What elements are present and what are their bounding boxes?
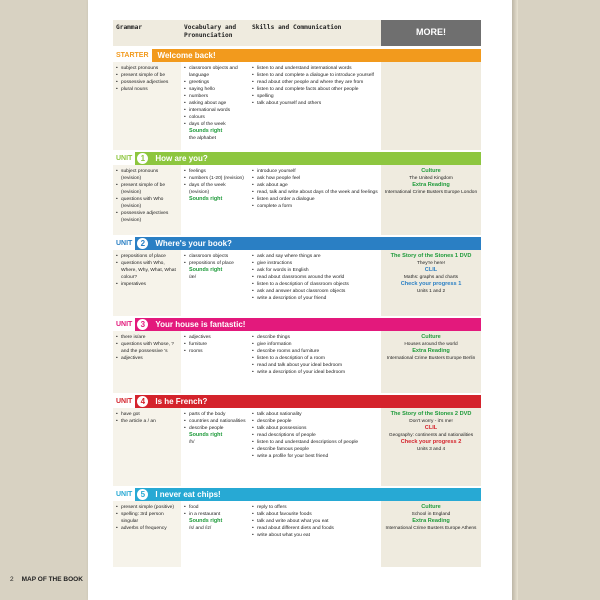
grammar-column — [113, 165, 181, 235]
more-column — [381, 501, 481, 567]
unit-number: 3 — [136, 318, 149, 331]
section-1 — [113, 152, 481, 235]
list-item: • colours — [184, 114, 246, 121]
more-item-title: Extra Reading — [412, 348, 450, 354]
section-tag: STARTER — [113, 49, 152, 62]
list-item: • adverbs of frequency — [116, 525, 178, 532]
more-item-title: The Story of the Stones 1 DVD — [390, 253, 472, 259]
more-item-detail: Units 3 and 4 — [416, 447, 446, 452]
header-grammar: Grammar — [113, 20, 181, 46]
list-item: • talk about favourite foods — [252, 511, 378, 518]
vocabulary-column — [181, 501, 249, 567]
list-item: • spelling — [252, 93, 378, 100]
list-item: • feelings — [184, 168, 246, 175]
section-title: Is he French? — [155, 397, 208, 406]
more-item-detail: The United Kingdom — [409, 176, 453, 181]
list-item: • asking about age — [184, 100, 246, 107]
header-vocabulary: Vocabulary and Pronunciation — [181, 20, 249, 46]
list-item: • write a profile for your best friend — [252, 453, 378, 460]
list-item: • ask about age — [252, 182, 378, 189]
section-tag: UNIT — [113, 318, 135, 331]
list-item: • talk and write about what you eat — [252, 518, 378, 525]
vocabulary-column — [181, 331, 249, 393]
more-item-title: Check your progress 2 — [400, 439, 462, 445]
sounds-right-text: the alphabet — [189, 136, 216, 141]
list-item: • countries and nationalities — [184, 418, 246, 425]
more-item-detail: Units 1 and 2 — [416, 289, 446, 294]
more-item-title: The Story of the Stones 2 DVD — [390, 411, 472, 417]
list-item: • possessive adjectives (revision) — [116, 210, 178, 224]
more-item-title: Culture — [421, 168, 441, 174]
list-item: • numbers (1-20) (revision) — [184, 175, 246, 182]
list-item: • prepositions of place — [184, 260, 246, 267]
vocabulary-column — [181, 408, 249, 486]
more-item-detail: Don't worry - it's me! — [409, 419, 453, 424]
header-skills: Skills and Communication — [249, 20, 381, 46]
list-item: • describe things — [252, 334, 378, 341]
section-body — [113, 165, 481, 235]
grammar-column — [113, 250, 181, 316]
list-item: • listen to a description of a room — [252, 355, 378, 362]
map-table — [113, 20, 481, 567]
list-item: • greetings — [184, 79, 246, 86]
section-tag: UNIT — [113, 395, 135, 408]
more-item-title: Extra Reading — [412, 518, 450, 524]
vocabulary-column — [181, 250, 249, 316]
section-3 — [113, 318, 481, 393]
more-column — [381, 331, 481, 393]
section-banner — [113, 318, 481, 331]
list-item: • have got — [116, 411, 178, 418]
list-item: • spelling: 3rd person singular — [116, 511, 178, 525]
list-item: • there is/are — [116, 334, 178, 341]
section-tag: UNIT — [113, 488, 135, 501]
more-column — [381, 165, 481, 235]
list-item: • adjectives — [116, 355, 178, 362]
more-item-title: CLIL — [424, 267, 438, 273]
sounds-right-text: /s/ and /iz/ — [189, 526, 212, 531]
header-more: MORE! — [381, 20, 481, 46]
skills-column — [249, 501, 381, 567]
section-2 — [113, 237, 481, 316]
list-item: • subject pronouns (revision) — [116, 168, 178, 182]
list-item: • parts of the body — [184, 411, 246, 418]
section-banner — [113, 237, 481, 250]
sounds-right-text: /æ/ — [189, 275, 197, 280]
list-item: • ask and answer about classroom objects — [252, 288, 378, 295]
list-item: • write about what you eat — [252, 532, 378, 539]
more-item-detail: Geography: continents and nationalities — [388, 433, 474, 438]
unit-number: 1 — [136, 152, 149, 165]
skills-column — [249, 250, 381, 316]
section-title: Where's your book? — [155, 239, 232, 248]
sounds-right-label: Sounds right — [189, 196, 223, 202]
list-item: • classroom objects and language — [184, 65, 246, 79]
list-item: • reply to offers — [252, 504, 378, 511]
more-item-title: Extra Reading — [412, 182, 450, 188]
list-item: • describe rooms and furniture — [252, 348, 378, 355]
list-item: • read descriptions of people — [252, 432, 378, 439]
sounds-right-label: Sounds right — [189, 518, 223, 524]
more-item-detail: They're here! — [416, 261, 446, 266]
footer-title: MAP OF THE BOOK — [21, 576, 83, 583]
list-item: • listen to and complete a dialogue to introduce yourself — [252, 72, 378, 79]
list-item: • in a restaurant — [184, 511, 246, 518]
list-item: • present simple (positive) — [116, 504, 178, 511]
list-item: • food — [184, 504, 246, 511]
list-item: • read, talk and write about days of the week and feelings — [252, 189, 378, 196]
list-item: • days of the week (revision) — [184, 182, 246, 196]
section-banner — [113, 49, 481, 62]
list-item: • listen to and understand descriptions of people — [252, 439, 378, 446]
list-item: • imperatives — [116, 281, 178, 288]
more-column — [381, 250, 481, 316]
table-header — [113, 20, 481, 46]
section-body — [113, 331, 481, 393]
more-item-detail: Houses around the world — [404, 342, 458, 347]
list-item: • describe people — [252, 418, 378, 425]
section-body — [113, 501, 481, 567]
section-title: I never eat chips! — [155, 490, 221, 499]
section-title: Your house is fantastic! — [155, 320, 246, 329]
sounds-right-label: Sounds right — [189, 128, 223, 134]
list-item: • listen to and understand international words — [252, 65, 378, 72]
skills-column — [249, 331, 381, 393]
more-item-detail: International Crime Busters Europe London — [384, 190, 478, 195]
list-item: • write a description of your friend — [252, 295, 378, 302]
list-item: • saying hello — [184, 86, 246, 93]
list-item: • read about other people and where they are from — [252, 79, 378, 86]
section-4 — [113, 395, 481, 486]
list-item: • listen to a description of classroom objects — [252, 281, 378, 288]
list-item: • adjectives — [184, 334, 246, 341]
list-item: • questions with Whose, ? and the possessive 's — [116, 341, 178, 355]
more-column — [381, 408, 481, 486]
list-item: • read about different diets and foods — [252, 525, 378, 532]
list-item: • classroom objects — [184, 253, 246, 260]
list-item: • describe people — [184, 425, 246, 432]
list-item: • plural nouns — [116, 86, 178, 93]
section-body — [113, 408, 481, 486]
list-item: • the article a / an — [116, 418, 178, 425]
list-item: • ask how people feel — [252, 175, 378, 182]
section-starter — [113, 49, 481, 150]
more-item-detail: School in England — [411, 512, 451, 517]
list-item: • describe famous people — [252, 446, 378, 453]
more-column — [381, 62, 481, 150]
grammar-column — [113, 62, 181, 150]
list-item: • listen to and complete facts about other people — [252, 86, 378, 93]
more-item-title: Culture — [421, 504, 441, 510]
page-edge — [512, 0, 518, 600]
sections — [113, 49, 481, 567]
footer — [10, 576, 83, 583]
list-item: • ask for words in English — [252, 267, 378, 274]
list-item: • questions with Who (revision) — [116, 196, 178, 210]
more-item-detail: Maths: graphs and charts — [403, 275, 459, 280]
list-item: • complete a form — [252, 203, 378, 210]
skills-column — [249, 165, 381, 235]
sounds-right-label: Sounds right — [189, 267, 223, 273]
list-item: • write a description of your ideal bedroom — [252, 369, 378, 376]
list-item: • give instructions — [252, 260, 378, 267]
list-item: • rooms — [184, 348, 246, 355]
more-item-detail: International Crime Busters Europe Athens — [385, 526, 477, 531]
vocabulary-column — [181, 165, 249, 235]
list-item: • days of the week — [184, 121, 246, 128]
more-item-title: Culture — [421, 334, 441, 340]
grammar-column — [113, 501, 181, 567]
sounds-right-text: /h/ — [189, 440, 195, 445]
page-number: 2 — [10, 576, 14, 583]
list-item: • ask and say where things are — [252, 253, 378, 260]
section-5 — [113, 488, 481, 567]
sounds-right-label: Sounds right — [189, 432, 223, 438]
list-item: • talk about nationality — [252, 411, 378, 418]
list-item: • listen and order a dialogue — [252, 196, 378, 203]
section-banner — [113, 488, 481, 501]
list-item: • read and talk about your ideal bedroom — [252, 362, 378, 369]
list-item: • subject pronouns — [116, 65, 178, 72]
section-title: Welcome back! — [157, 51, 216, 60]
list-item: • international words — [184, 107, 246, 114]
list-item: • talk about possessions — [252, 425, 378, 432]
unit-number: 4 — [136, 395, 149, 408]
section-banner — [113, 152, 481, 165]
more-item-detail: International Crime Busters Europe Berlin — [386, 356, 476, 361]
list-item: • possessive adjectives — [116, 79, 178, 86]
list-item: • numbers — [184, 93, 246, 100]
list-item: • present simple of be (revision) — [116, 182, 178, 196]
grammar-column — [113, 408, 181, 486]
list-item: • introduce yourself — [252, 168, 378, 175]
list-item: • prepositions of place — [116, 253, 178, 260]
more-item-title: Check your progress 1 — [400, 281, 462, 287]
vocabulary-column — [181, 62, 249, 150]
skills-column — [249, 408, 381, 486]
list-item: • questions with Who, Where, Why, What, What colour? — [116, 260, 178, 281]
section-body — [113, 62, 481, 150]
page — [88, 0, 512, 600]
list-item: • give information — [252, 341, 378, 348]
list-item: • furniture — [184, 341, 246, 348]
section-body — [113, 250, 481, 316]
list-item: • present simple of be — [116, 72, 178, 79]
unit-number: 2 — [136, 237, 149, 250]
list-item: • talk about yourself and others — [252, 100, 378, 107]
list-item: • read about classrooms around the world — [252, 274, 378, 281]
more-item-title: CLIL — [424, 425, 438, 431]
grammar-column — [113, 331, 181, 393]
section-tag: UNIT — [113, 152, 135, 165]
section-tag: UNIT — [113, 237, 135, 250]
section-banner — [113, 395, 481, 408]
unit-number: 5 — [136, 488, 149, 501]
skills-column — [249, 62, 381, 150]
section-title: How are you? — [155, 154, 208, 163]
